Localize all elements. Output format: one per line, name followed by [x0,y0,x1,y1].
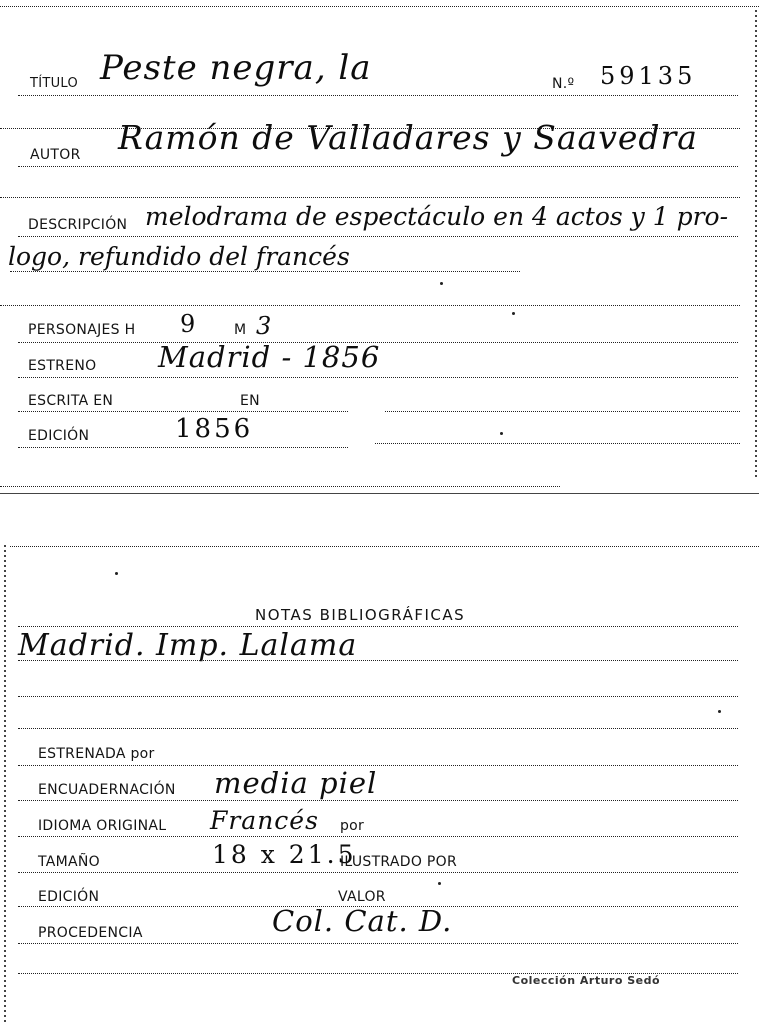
tamano-label: TAMAÑO [38,854,100,870]
descripcion-line-2: logo, refundido del francés [8,242,350,271]
por-label: por [340,818,365,834]
notas-heading-line [18,626,738,627]
notas-line-2 [18,696,738,697]
escrita-line-left [18,411,348,412]
edicion-line-right [375,443,740,444]
descripcion-line-rule-2 [10,271,520,272]
left-edge-mark [4,545,6,1025]
collection-footer: Colección Arturo Sedó [512,974,661,987]
card-top-bottom-edge [0,486,560,487]
encuadernacion-label: ENCUADERNACIÓN [38,782,176,798]
speck [500,432,503,435]
tamano-value: 18 x 21.5 [212,840,357,869]
ilustrado-label: ILUSTRADO POR [340,854,457,870]
descripcion-line-rule-1 [18,236,738,237]
numero-value: 59135 [600,62,697,90]
en-label: EN [240,393,260,409]
autor-label: AUTOR [30,147,81,163]
edicion-label: EDICIÓN [28,428,90,444]
escrita-line-right [385,411,740,412]
speck [718,710,721,713]
card-bottom-top-edge [10,546,759,547]
speck [115,572,118,575]
valor-label: VALOR [338,889,386,905]
personajes-m-value: 3 [256,312,273,340]
right-edge-mark [755,10,757,480]
descripcion-line-1: melodrama de espectáculo en 4 actos y 1 pro- [145,202,729,231]
descripcion-label: DESCRIPCIÓN [28,217,128,233]
edicion-line-left [18,447,348,448]
autor-line [18,166,738,167]
speck [512,312,515,315]
estreno-value: Madrid - 1856 [158,340,381,374]
estreno-label: ESTRENO [28,358,97,374]
numero-label: N.º [552,76,575,92]
titulo-line [18,95,738,96]
personajes-m-label: M [234,322,247,338]
personajes-h-value: 9 [180,310,197,338]
procedencia-value: Col. Cat. D. [272,904,453,938]
idioma-line [18,836,738,837]
speck [440,282,443,285]
edicion2-label: EDICIÓN [38,889,100,905]
titulo-value: Peste negra, la [100,48,372,88]
notas-heading: NOTAS BIBLIOGRÁFICAS [255,606,466,624]
estreno-line [18,377,738,378]
top-edge-line [0,6,759,7]
personajes-label: PERSONAJES H [28,322,136,338]
encuadernacion-line [18,800,738,801]
idioma-value: Francés [210,806,319,835]
notas-value: Madrid. Imp. Lalama [18,628,358,663]
rule-3 [0,305,740,306]
estrenada-line [18,765,738,766]
estrenada-label: ESTRENADA por [38,746,155,762]
edicion-value: 1856 [175,414,254,444]
notas-line-1 [18,660,738,661]
procedencia-line [18,943,738,944]
procedencia-label: PROCEDENCIA [38,925,143,941]
encuadernacion-value: media piel [214,766,378,800]
speck [438,882,441,885]
titulo-label: TÍTULO [30,76,79,91]
card-separator [0,493,759,494]
tamano-line [18,872,738,873]
autor-value: Ramón de Valladares y Saavedra [118,118,698,157]
notas-line-3 [18,728,738,729]
rule-2 [0,197,740,198]
escrita-label: ESCRITA EN [28,393,114,409]
idioma-label: IDIOMA ORIGINAL [38,818,167,834]
